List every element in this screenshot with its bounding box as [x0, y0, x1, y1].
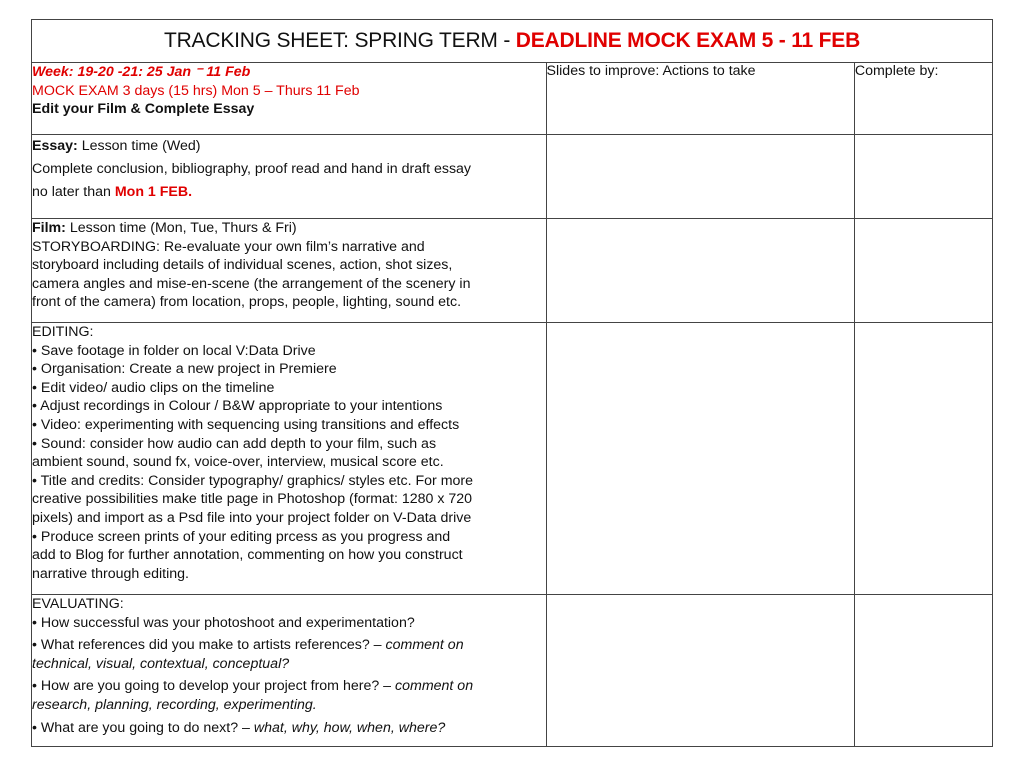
q4-text: • What are you going to do next? –: [32, 719, 254, 736]
essay-deadline: Mon 1 FEB.: [114, 184, 193, 200]
essay-complete-by-cell[interactable]: [854, 135, 992, 219]
editing-line: • Produce screen prints of your editing prcess as you progress and: [32, 528, 451, 545]
editing-line: add to Blog for further annotation, commenting on how you construct: [32, 547, 463, 564]
actions-column-header: Slides to improve: Actions to take: [546, 63, 756, 79]
evaluating-question-2: [32, 636, 546, 655]
evaluating-question-3: [32, 677, 546, 696]
film-actions-cell[interactable]: [546, 219, 854, 323]
essay-actions-cell[interactable]: [546, 135, 854, 219]
evaluating-heading: EVALUATING:: [32, 596, 124, 612]
header-actions-cell: [546, 63, 854, 135]
tracking-sheet-table: [31, 19, 993, 747]
essay-task-cell: [32, 135, 547, 219]
essay-lesson-time: Lesson time (Wed): [77, 138, 201, 154]
editing-line: pixels) and import as a Psd file into your project folder on V-Data drive: [32, 509, 472, 526]
q3-text: • How are you going to develop your project from here? –: [32, 678, 396, 695]
evaluating-actions-cell[interactable]: [546, 595, 854, 747]
editing-line: • Video: experimenting with sequencing using transitions and effects: [32, 416, 460, 433]
complete-by-column-header: Complete by:: [854, 63, 939, 79]
editing-line: • Save footage in folder on local V:Data Drive: [32, 342, 316, 359]
editing-heading: EDITING:: [32, 324, 94, 340]
editing-line: • Edit video/ audio clips on the timeline: [32, 379, 275, 396]
evaluating-task-cell: [32, 595, 547, 747]
essay-instruction: Complete conclusion, bibliography, proof read and hand in draft essay: [32, 161, 472, 177]
q3-hint-b: research, planning, recording, experimenting.: [32, 696, 317, 713]
editing-line: ambient sound, sound fx, voice-over, interview, musical score etc.: [32, 454, 444, 471]
film-line: storyboard including details of individual scenes, action, shot sizes,: [32, 257, 453, 274]
evaluating-question-4: [32, 719, 546, 738]
mock-exam-dates: MOCK EXAM 3 days (15 hrs) Mon 5 – Thurs 11 Feb: [32, 82, 360, 99]
editing-line: creative possibilities make title page in Photoshop (format: 1280 x 720: [32, 491, 473, 508]
title-deadline: DEADLINE MOCK EXAM 5 - 11 FEB: [515, 29, 861, 52]
header-week-cell: [32, 63, 547, 135]
film-line: front of the camera) from location, props, people, lighting, sound etc.: [32, 294, 462, 311]
editing-actions-cell[interactable]: [546, 323, 854, 595]
editing-task-cell: [32, 323, 547, 595]
q2-hint-b: technical, visual, contextual, conceptual?: [32, 655, 290, 672]
film-line: STORYBOARDING: Re-evaluate your own film’s narrative and: [32, 238, 425, 255]
week-range: Week: 19-20 -21: 25 Jan ⁻ 11 Feb: [32, 64, 251, 80]
title-prefix: TRACKING SHEET: SPRING TERM -: [163, 29, 516, 52]
q4-hint: what, why, how, when, where?: [253, 719, 446, 736]
film-label: Film:: [32, 220, 66, 236]
task-summary: Edit your Film & Complete Essay: [32, 101, 255, 118]
editing-line: • Adjust recordings in Colour / B&W appropriate to your intentions: [32, 398, 443, 415]
film-lesson-time: Lesson time (Mon, Tue, Thurs & Fri): [65, 220, 297, 236]
editing-line: • Sound: consider how audio can add depth to your film, such as: [32, 435, 437, 452]
q2-text: • What references did you make to artists references? –: [32, 637, 386, 654]
essay-deadline-prefix: no later than: [32, 184, 115, 200]
essay-label: Essay:: [32, 138, 78, 154]
evaluating-question-1: • How successful was your photoshoot and experimentation?: [32, 614, 415, 631]
page-title: [32, 20, 993, 63]
header-complete-cell: [854, 63, 992, 135]
editing-line: narrative through editing.: [32, 565, 189, 582]
q3-hint-a: comment on: [395, 678, 474, 695]
film-complete-by-cell[interactable]: [854, 219, 992, 323]
q2-hint-a: comment on: [385, 637, 464, 654]
editing-line: • Organisation: Create a new project in Premiere: [32, 361, 337, 378]
editing-line: • Title and credits: Consider typography/ graphics/ styles etc. For more: [32, 472, 474, 489]
editing-complete-by-cell[interactable]: [854, 323, 992, 595]
evaluating-complete-by-cell[interactable]: [854, 595, 992, 747]
film-line: camera angles and mise-en-scene (the arrangement of the scenery in: [32, 275, 471, 292]
film-task-cell: [32, 219, 547, 323]
